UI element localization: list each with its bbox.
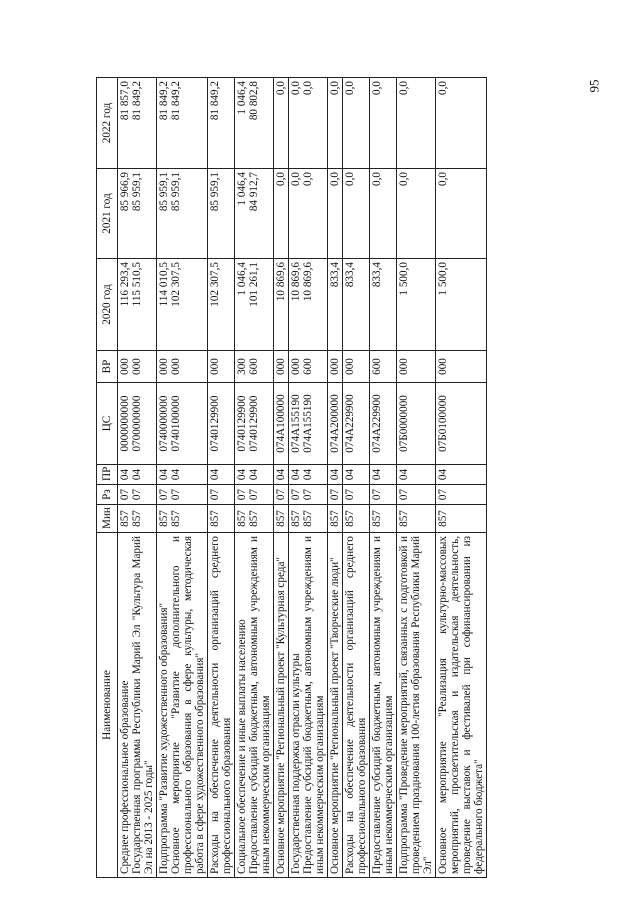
- row-cs: [118, 383, 157, 465]
- row-2021: [235, 169, 274, 259]
- row-vr: [343, 351, 370, 383]
- row-min: [157, 505, 208, 533]
- row-rz-text: 07: [209, 488, 221, 501]
- row-cs: [235, 383, 274, 465]
- row-pr: [235, 465, 274, 485]
- row-2022-text: 1 046,4 80 802,8: [236, 81, 260, 121]
- row-2021-text: 0,0 0,0: [290, 172, 314, 186]
- row-min: [328, 505, 343, 533]
- row-vr-text: 000 000: [158, 358, 182, 375]
- row-min-text: 857: [209, 510, 221, 527]
- header-rz: Рз: [97, 485, 118, 505]
- row-rz: [436, 485, 487, 505]
- row-name-text: Расходы на обеспечение деятельности организаций среднего профессионального образования: [209, 536, 233, 874]
- row-min: [274, 505, 289, 533]
- row-pr: [328, 465, 343, 485]
- row-name: [118, 533, 157, 878]
- row-2020-text: 833,4: [371, 262, 383, 288]
- row-2022-text: 81 849,2 81 849,2: [158, 81, 182, 121]
- row-rz-text: 07 07: [290, 488, 314, 501]
- row-cs-text: 07Б0100000: [437, 395, 449, 452]
- row-2022-text: 0,0 0,0: [290, 81, 314, 95]
- row-min-text: 857: [344, 510, 356, 527]
- row-rz-text: 07 07: [236, 488, 260, 501]
- header-pr: ПР: [97, 465, 118, 485]
- budget-table: [96, 77, 487, 878]
- row-min: [370, 505, 397, 533]
- row-2022: [343, 78, 370, 169]
- row-2020-text: 833,4: [329, 262, 341, 288]
- table-row: [397, 78, 436, 878]
- row-rz: [157, 485, 208, 505]
- row-2021-text: 85 959,1 85 959,1: [158, 172, 182, 212]
- row-pr: [397, 465, 436, 485]
- row-vr-text: 000: [209, 358, 221, 375]
- row-name: [328, 533, 343, 878]
- row-2021: [118, 169, 157, 259]
- row-vr: [370, 351, 397, 383]
- header-2020: 2020 год: [97, 259, 118, 351]
- row-2021-text: 85 966,9 85 959,1: [119, 172, 143, 212]
- row-cs: [157, 383, 208, 465]
- row-2022: [118, 78, 157, 169]
- row-vr: [436, 351, 487, 383]
- row-2021: [328, 169, 343, 259]
- row-cs-text: 074A155190 074A155190: [290, 394, 314, 453]
- row-name-text: Среднее профессиональное образование Государственная программа Республики Марий Эл "Культура Марий Эл на 2013 - 2025 годы": [119, 536, 155, 874]
- row-pr-text: 04: [437, 468, 449, 481]
- row-2021-text: 0,0: [371, 172, 383, 186]
- row-pr-text: 04 04: [236, 468, 260, 481]
- row-pr-text: 04: [371, 468, 383, 481]
- row-pr-text: 04 04: [290, 468, 314, 481]
- row-vr: [274, 351, 289, 383]
- row-pr: [343, 465, 370, 485]
- row-cs-text: 0740129900 0740129900: [236, 395, 260, 452]
- row-rz: [397, 485, 436, 505]
- row-cs: [370, 383, 397, 465]
- row-min-text: 857: [329, 510, 341, 527]
- row-pr-text: 04 04: [119, 468, 143, 481]
- row-cs: [274, 383, 289, 465]
- header-cs: ЦС: [97, 383, 118, 465]
- row-2021-text: 0,0: [275, 172, 287, 186]
- row-min-text: 857 857: [236, 510, 260, 527]
- row-vr-text: 600: [371, 358, 383, 375]
- row-2021-text: 85 959,1: [209, 172, 221, 212]
- row-min: [289, 505, 328, 533]
- table-row: [289, 78, 328, 878]
- row-rz-text: 07: [275, 488, 287, 501]
- row-name: [370, 533, 397, 878]
- row-pr: [274, 465, 289, 485]
- header-2022: 2022 год: [97, 78, 118, 169]
- row-min-text: 857 857: [119, 510, 143, 527]
- row-rz: [343, 485, 370, 505]
- row-rz-text: 07: [371, 488, 383, 501]
- row-rz: [370, 485, 397, 505]
- row-vr-text: 000: [437, 358, 449, 375]
- row-vr: [118, 351, 157, 383]
- row-2020: [208, 259, 235, 351]
- row-name: [397, 533, 436, 878]
- row-name-text: Государственная поддержка отрасли культуры Предоставление субсидий бюджетным, автономным учреждениям и иным некоммерческим организациям: [290, 536, 326, 874]
- row-name: [343, 533, 370, 878]
- row-cs-text: 0740129900: [209, 395, 221, 452]
- row-vr-text: 000 000: [119, 358, 143, 375]
- row-cs: [343, 383, 370, 465]
- row-pr-text: 04: [398, 468, 410, 481]
- row-rz-text: 07 07: [158, 488, 182, 501]
- row-name-text: Подпрограмма "Развитие художественного образования" Основное мероприятие "Развитие дополнительного и профессионального образования в сфере культуры, методическая работа в сфере художественного образования": [158, 536, 206, 874]
- page-number: 95: [586, 79, 602, 93]
- row-2020: [235, 259, 274, 351]
- row-name-text: Подпрограмма "Проведение мероприятий, связанных с подготовкой и проведением празднования 100-летия образования Республики Марий Эл": [398, 536, 434, 874]
- row-2022: [157, 78, 208, 169]
- row-min-text: 857: [437, 510, 449, 527]
- row-2022: [289, 78, 328, 169]
- row-name-text: Основное мероприятие "Региональный проект "Творческие люди": [329, 557, 341, 874]
- row-rz-text: 07: [344, 488, 356, 501]
- table-row: [118, 78, 157, 878]
- row-cs-text: 0000000000 0700000000: [119, 395, 143, 452]
- table-row: [235, 78, 274, 878]
- row-2020: [328, 259, 343, 351]
- row-rz: [208, 485, 235, 505]
- row-name-text: Социальное обеспечение и иные выплаты населению Предоставление субсидий бюджетным, автономным учреждениям и иным некоммерческим организациям: [236, 536, 272, 874]
- row-pr-text: 04: [275, 468, 287, 481]
- row-2020: [118, 259, 157, 351]
- header-vr: ВР: [97, 351, 118, 383]
- row-name-text: Расходы на обеспечение деятельности организаций среднего профессионального образования: [344, 536, 368, 874]
- row-pr: [118, 465, 157, 485]
- row-2020-text: 833,4: [344, 262, 356, 288]
- row-2021: [397, 169, 436, 259]
- row-2022-text: 0,0: [329, 81, 341, 95]
- row-vr-text: 000: [398, 358, 410, 375]
- row-name-text: Основное мероприятие "Реализация культурно-массовых мероприятий, просветительская и издательская деятельность, проведение выставок и фестивалей при софинансировании из федерального бюджета": [437, 536, 485, 874]
- rotated-budget-table-wrapper: [96, 78, 566, 878]
- row-vr: [157, 351, 208, 383]
- row-pr: [370, 465, 397, 485]
- row-cs-text: 0740000000 0740100000: [158, 395, 182, 452]
- row-min-text: 857: [275, 510, 287, 527]
- row-cs: [397, 383, 436, 465]
- row-vr-text: 300 600: [236, 358, 260, 375]
- row-rz: [274, 485, 289, 505]
- row-name: [208, 533, 235, 878]
- row-vr-text: 000: [275, 358, 287, 375]
- table-row: [343, 78, 370, 878]
- row-2021-text: 0,0: [437, 172, 449, 186]
- row-2022-text: 0,0: [275, 81, 287, 95]
- row-2020-text: 10 869,6 10 869,6: [290, 262, 314, 302]
- row-2022-text: 0,0: [398, 81, 410, 95]
- row-2022: [274, 78, 289, 169]
- row-rz: [328, 485, 343, 505]
- row-vr: [328, 351, 343, 383]
- row-2022: [370, 78, 397, 169]
- row-pr: [157, 465, 208, 485]
- row-2020: [436, 259, 487, 351]
- row-2021: [208, 169, 235, 259]
- row-pr-text: 04: [344, 468, 356, 481]
- row-min: [208, 505, 235, 533]
- row-cs-text: 074A229900: [344, 394, 356, 453]
- row-pr: [289, 465, 328, 485]
- row-vr: [397, 351, 436, 383]
- row-min-text: 857: [371, 510, 383, 527]
- row-min: [343, 505, 370, 533]
- row-2021: [157, 169, 208, 259]
- row-name: [235, 533, 274, 878]
- row-min: [436, 505, 487, 533]
- row-2020-text: 1 500,0: [437, 262, 449, 296]
- table-body: [118, 78, 487, 878]
- row-name: [157, 533, 208, 878]
- table-row: [370, 78, 397, 878]
- row-min: [397, 505, 436, 533]
- row-cs-text: 074A229900: [371, 394, 383, 453]
- row-name-text: Основное мероприятие "Региональный проект "Культурная среда": [275, 557, 287, 874]
- row-2022: [397, 78, 436, 169]
- row-cs: [289, 383, 328, 465]
- row-vr: [289, 351, 328, 383]
- row-2020: [343, 259, 370, 351]
- row-2022: [328, 78, 343, 169]
- row-pr: [436, 465, 487, 485]
- row-2020-text: 116 293,4 115 510,5: [119, 262, 143, 307]
- row-name: [436, 533, 487, 878]
- row-cs-text: 074A200000: [329, 394, 341, 453]
- row-2020: [370, 259, 397, 351]
- row-rz: [118, 485, 157, 505]
- row-min: [118, 505, 157, 533]
- row-2022-text: 0,0: [344, 81, 356, 95]
- row-vr-text: 000: [329, 358, 341, 375]
- row-cs: [208, 383, 235, 465]
- row-vr: [208, 351, 235, 383]
- row-2020: [274, 259, 289, 351]
- row-2021-text: 0,0: [398, 172, 410, 186]
- row-rz: [289, 485, 328, 505]
- row-2020: [157, 259, 208, 351]
- row-cs-text: 074A100000: [275, 394, 287, 453]
- row-2020: [289, 259, 328, 351]
- row-2021-text: 0,0: [344, 172, 356, 186]
- row-2021-text: 1 046,4 84 912,7: [236, 172, 260, 212]
- row-pr-text: 04: [329, 468, 341, 481]
- row-cs: [436, 383, 487, 465]
- row-min-text: 857: [398, 510, 410, 527]
- row-name: [274, 533, 289, 878]
- row-2022-text: 81 849,2: [209, 81, 221, 121]
- row-pr: [208, 465, 235, 485]
- row-vr-text: 000 600: [290, 358, 314, 375]
- row-rz-text: 07 07: [119, 488, 143, 501]
- table-row: [328, 78, 343, 878]
- table-row: [436, 78, 487, 878]
- row-2020-text: 114 010,5 102 307,5: [158, 262, 182, 307]
- row-min: [235, 505, 274, 533]
- table-header-row: [97, 78, 118, 878]
- row-2021: [436, 169, 487, 259]
- header-min: Мин: [97, 505, 118, 533]
- row-2022-text: 81 857,0 81 849,2: [119, 81, 143, 121]
- row-2022: [235, 78, 274, 169]
- header-2021: 2021 год: [97, 169, 118, 259]
- row-2021: [370, 169, 397, 259]
- table-row: [157, 78, 208, 878]
- row-2020-text: 10 869,6: [275, 262, 287, 302]
- table-row: [208, 78, 235, 878]
- row-2022: [436, 78, 487, 169]
- row-pr-text: 04: [209, 468, 221, 481]
- header-name: Наименование: [97, 533, 118, 878]
- row-2021: [289, 169, 328, 259]
- table-row: [274, 78, 289, 878]
- row-pr-text: 04 04: [158, 468, 182, 481]
- row-min-text: 857 857: [290, 510, 314, 527]
- row-rz-text: 07: [398, 488, 410, 501]
- row-2021: [274, 169, 289, 259]
- row-rz-text: 07: [329, 488, 341, 501]
- row-vr-text: 000: [344, 358, 356, 375]
- row-2022-text: 0,0: [371, 81, 383, 95]
- row-rz: [235, 485, 274, 505]
- row-2020-text: 1 500,0: [398, 262, 410, 296]
- row-2021: [343, 169, 370, 259]
- row-min-text: 857 857: [158, 510, 182, 527]
- row-2020: [397, 259, 436, 351]
- row-2022-text: 0,0: [437, 81, 449, 95]
- row-2020-text: 102 307,5: [209, 262, 221, 307]
- row-2020-text: 1 046,4 101 261,1: [236, 262, 260, 307]
- row-cs: [328, 383, 343, 465]
- row-rz-text: 07: [437, 488, 449, 501]
- row-2021-text: 0,0: [329, 172, 341, 186]
- row-name: [289, 533, 328, 878]
- row-name-text: Предоставление субсидий бюджетным, автономным учреждениям и иным некоммерческим организациям: [371, 536, 395, 874]
- row-vr: [235, 351, 274, 383]
- row-2022: [208, 78, 235, 169]
- row-cs-text: 07Б0000000: [398, 395, 410, 452]
